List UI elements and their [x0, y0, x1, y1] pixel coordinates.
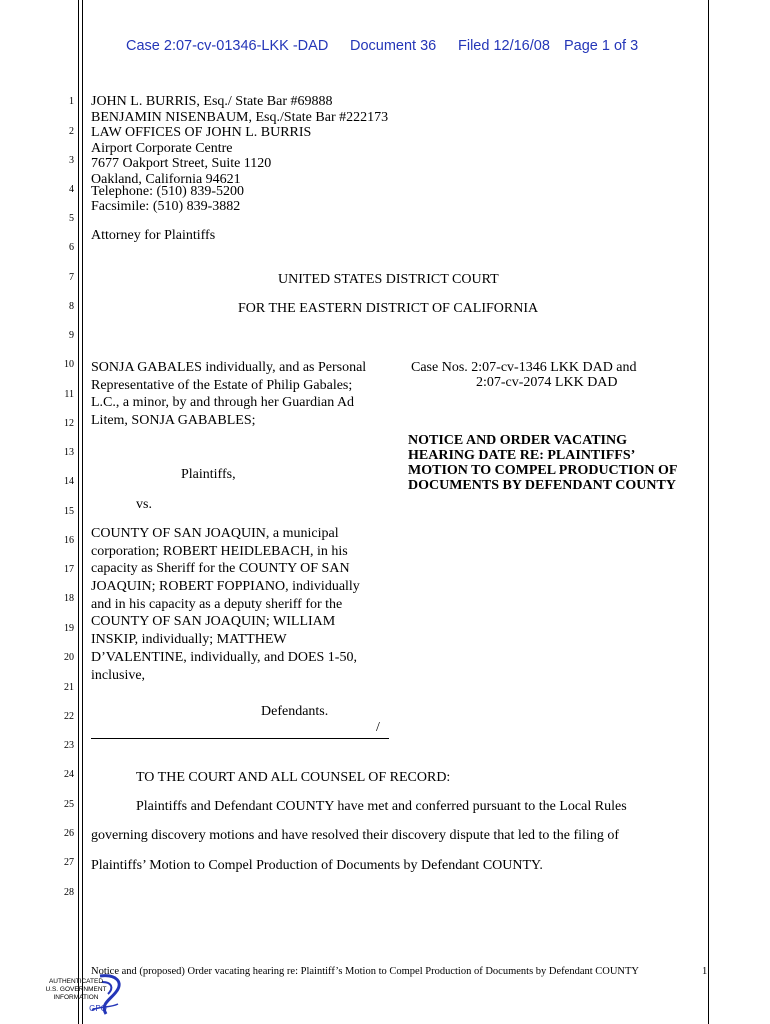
attorney-line: 7677 Oakport Street, Suite 1120	[91, 156, 272, 171]
line-number: 5	[69, 213, 74, 224]
line-number: 8	[69, 301, 74, 312]
line-number: 23	[64, 740, 74, 751]
caption-line: inclusive,	[91, 668, 146, 683]
caption-line: INSKIP, individually; MATTHEW	[91, 632, 287, 647]
right-margin-rule	[708, 0, 709, 1024]
gpo-eagle-icon	[30, 970, 140, 1018]
line-number: 10	[64, 359, 74, 370]
vs-label: vs.	[136, 497, 152, 512]
document-title-line: DOCUMENTS BY DEFENDANT COUNTY	[408, 478, 676, 493]
caption-line: Litem, SONJA GABABLES;	[91, 413, 256, 428]
attorney-line: LAW OFFICES OF JOHN L. BURRIS	[91, 125, 312, 140]
header-filed-date: Filed 12/16/08	[458, 38, 550, 54]
footer-page-number: 1	[702, 966, 708, 977]
court-district: FOR THE EASTERN DISTRICT OF CALIFORNIA	[238, 301, 539, 316]
line-number: 9	[69, 330, 74, 341]
body-paragraph-line: Plaintiffs and Defendant COUNTY have met and conferred pursuant to the Local Rules	[136, 799, 627, 814]
document-title-line: MOTION TO COMPEL PRODUCTION OF	[408, 463, 678, 478]
caption-line: D’VALENTINE, individually, and DOES 1-50,	[91, 650, 357, 665]
attorney-for: Attorney for Plaintiffs	[91, 228, 216, 243]
line-number: 6	[69, 242, 74, 253]
attorney-line: Facsimile: (510) 839-3882	[91, 199, 241, 214]
body-paragraph-line: Plaintiffs’ Motion to Compel Production of Documents by Defendant COUNTY.	[91, 858, 543, 873]
caption-slash: /	[376, 720, 380, 735]
line-number: 26	[64, 828, 74, 839]
caption-line: corporation; ROBERT HEIDLEBACH, in his	[91, 544, 348, 559]
caption-line: COUNTY OF SAN JOAQUIN; WILLIAM	[91, 614, 336, 629]
line-number: 4	[69, 184, 74, 195]
line-number: 24	[64, 769, 74, 780]
logo-text-line: AUTHENTICATED	[48, 978, 104, 985]
caption-line: L.C., a minor, by and through her Guardian Ad	[91, 395, 355, 410]
line-number: 17	[64, 564, 74, 575]
caption-underline	[91, 738, 389, 739]
line-number: 16	[64, 535, 74, 546]
gpo-authentication-logo	[30, 970, 140, 1018]
document-title-line: NOTICE AND ORDER VACATING	[408, 433, 627, 448]
logo-text-line: INFORMATION	[53, 994, 99, 1001]
case-numbers-second: 2:07-cv-2074 LKK DAD	[476, 375, 618, 390]
document-title-line: HEARING DATE RE: PLAINTIFFS’	[408, 448, 636, 463]
line-number: 3	[69, 155, 74, 166]
left-margin-rule-inner	[82, 0, 83, 1024]
line-number: 22	[64, 711, 74, 722]
caption-line: capacity as Sheriff for the COUNTY OF SAN	[91, 561, 350, 576]
body-paragraph-line: governing discovery motions and have resolved their discovery dispute that led to the filing of	[91, 828, 619, 843]
line-number: 20	[64, 652, 74, 663]
line-number: 12	[64, 418, 74, 429]
line-number: 7	[69, 272, 74, 283]
caption-line: SONJA GABALES individually, and as Personal	[91, 360, 367, 375]
line-number: 28	[64, 887, 74, 898]
court-name: UNITED STATES DISTRICT COURT	[278, 272, 499, 287]
logo-mark: GPO	[89, 1004, 107, 1013]
caption-line: and in his capacity as a deputy sheriff for the	[91, 597, 343, 612]
line-number: 14	[64, 476, 74, 487]
caption-line: Representative of the Estate of Philip Gabales;	[91, 378, 353, 393]
page-footer: Notice and (proposed) Order vacating hearing re: Plaintiff’s Motion to Compel Production of Documents by Defendant COUNTY	[91, 966, 640, 977]
header-page-count: Page 1 of 3	[564, 38, 639, 54]
line-number: 2	[69, 126, 74, 137]
salutation: TO THE COURT AND ALL COUNSEL OF RECORD:	[136, 770, 451, 785]
line-number: 13	[64, 447, 74, 458]
attorney-line: Telephone: (510) 839-5200	[91, 184, 244, 199]
header-document-number: Document 36	[350, 38, 437, 54]
line-number: 27	[64, 857, 74, 868]
caption-line: COUNTY OF SAN JOAQUIN, a municipal	[91, 526, 339, 541]
line-number: 15	[64, 506, 74, 517]
line-number: 19	[64, 623, 74, 634]
line-number: 1	[69, 96, 74, 107]
caption-line: JOAQUIN; ROBERT FOPPIANO, individually	[91, 579, 360, 594]
attorney-line: JOHN L. BURRIS, Esq./ State Bar #69888	[91, 94, 333, 109]
attorney-line: Oakland, California 94621	[91, 172, 241, 187]
line-number: 18	[64, 593, 74, 604]
attorney-line: BENJAMIN NISENBAUM, Esq./State Bar #222173	[91, 110, 389, 125]
case-numbers: Case Nos. 2:07-cv-1346 LKK DAD and	[411, 360, 637, 375]
line-number: 21	[64, 682, 74, 693]
line-number: 25	[64, 799, 74, 810]
attorney-line: Airport Corporate Centre	[91, 141, 233, 156]
left-margin-rule-outer	[78, 0, 79, 1024]
line-number: 11	[64, 389, 74, 400]
defendants-label: Defendants.	[261, 704, 329, 719]
logo-text-line: U.S. GOVERNMENT	[45, 986, 107, 993]
header-case-number: Case 2:07-cv-01346-LKK -DAD	[126, 38, 329, 54]
plaintiffs-label: Plaintiffs,	[181, 467, 236, 482]
